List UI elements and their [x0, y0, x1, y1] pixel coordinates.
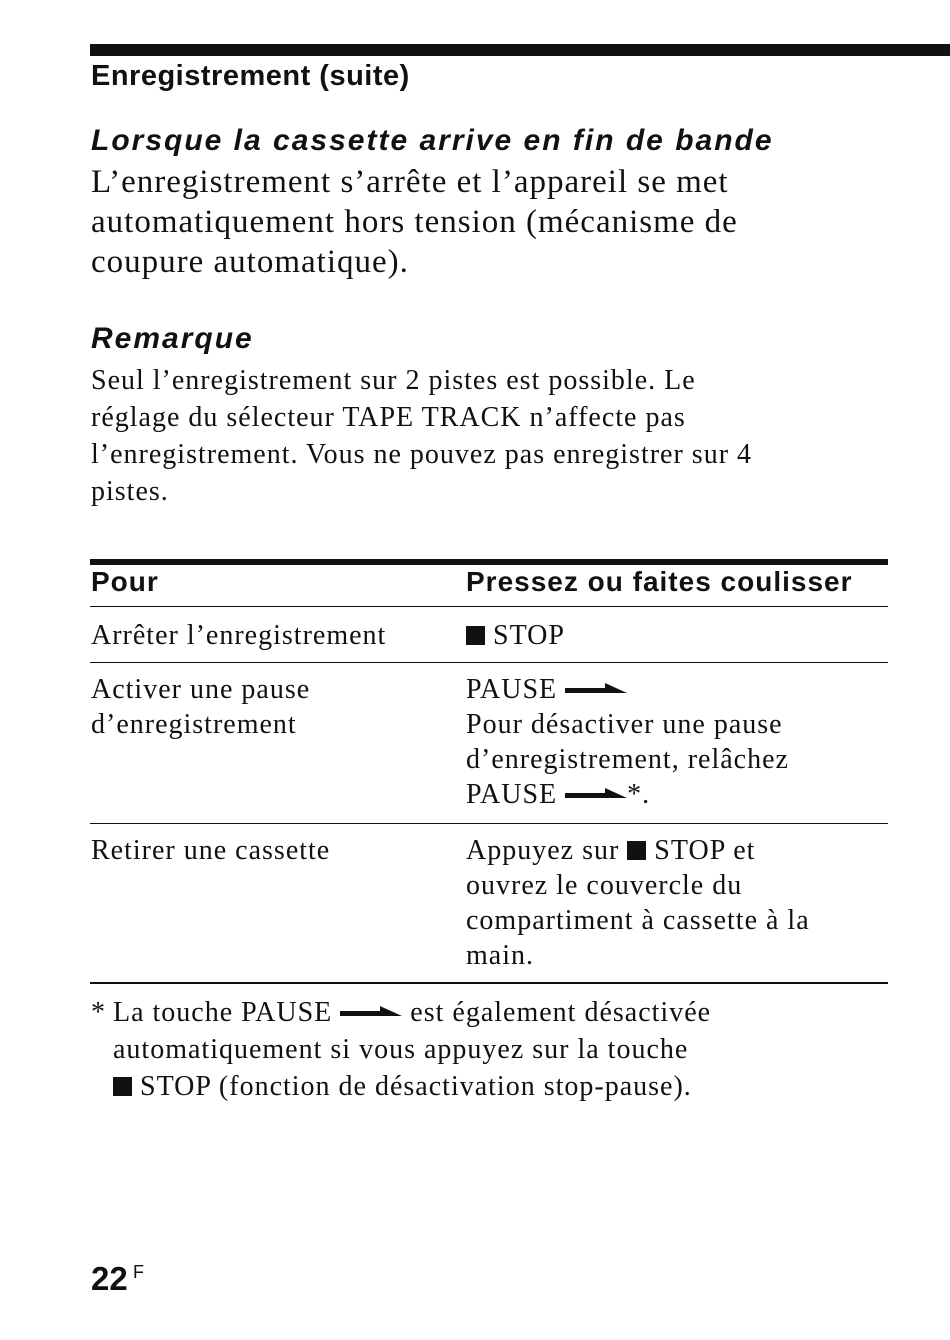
- text-line: automatiquement hors tension (mécanisme de: [91, 204, 738, 240]
- table-header-divider: [90, 606, 888, 607]
- end-of-tape-heading: Lorsque la cassette arrive en fin de bande: [91, 124, 774, 157]
- table-header-action: Pressez ou faites coulisser: [466, 566, 853, 597]
- text-line: L’enregistrement s’arrête et l’appareil se met: [91, 164, 729, 200]
- page-number: 22: [91, 1260, 128, 1297]
- pause-slide-arrow-icon: [565, 788, 627, 802]
- text-fragment: Appuyez sur: [466, 835, 620, 866]
- text-line: Seul l’enregistrement sur 2 pistes est possible. Le: [91, 365, 696, 396]
- pause-slide-arrow-icon: [565, 683, 627, 697]
- text-line: ouvrez le couvercle du: [466, 870, 743, 901]
- note-heading: Remarque: [91, 322, 254, 355]
- table-row-eject-action: [466, 833, 810, 973]
- table-row-pause-action: [466, 672, 789, 812]
- text-line: Arrêter l’enregistrement: [91, 620, 387, 651]
- stop-square-icon: [113, 1077, 132, 1096]
- text-line: main.: [466, 940, 534, 971]
- text-line: coupure automatique).: [91, 244, 409, 280]
- section-title: Enregistrement (suite): [91, 60, 410, 92]
- note-text: [91, 362, 891, 510]
- stop-square-icon: [466, 626, 485, 645]
- page-language-suffix: F: [133, 1262, 144, 1282]
- footnote-ref: *.: [627, 779, 651, 810]
- text-line: réglage du sélecteur TAPE TRACK n’affecte pas: [91, 402, 686, 433]
- text-fragment: La touche PAUSE: [113, 997, 333, 1028]
- text-line: pistes.: [91, 476, 169, 507]
- pause-slide-arrow-icon: [340, 1006, 402, 1020]
- table-row-stop-action: [466, 618, 565, 653]
- text-fragment: STOP et: [654, 835, 756, 866]
- pause-label: PAUSE: [466, 674, 558, 705]
- pause-label: PAUSE: [466, 779, 558, 810]
- table-header-pour: Pour: [91, 566, 159, 597]
- text-line: automatiquement si vous appuyez sur la touche: [113, 1034, 689, 1065]
- stop-square-icon: [627, 841, 646, 860]
- footnote-text: [113, 994, 711, 1105]
- stop-label: STOP: [493, 620, 565, 651]
- table-row-divider: [90, 662, 888, 663]
- text-line: Activer une pause: [91, 674, 311, 705]
- text-fragment: est également désactivée: [410, 997, 712, 1028]
- text-line: Retirer une cassette: [91, 835, 331, 866]
- text-line: compartiment à cassette à la: [466, 905, 810, 936]
- top-rule: [90, 44, 950, 56]
- table-row-divider: [90, 823, 888, 824]
- text-line: Pour désactiver une pause: [466, 709, 783, 740]
- text-line: d’enregistrement, relâchez: [466, 744, 789, 775]
- table-row-stop-purpose: [91, 618, 386, 653]
- table-row-eject-purpose: [91, 833, 330, 868]
- end-of-tape-text: [91, 162, 891, 282]
- table-top-rule: [90, 559, 888, 565]
- text-line: d’enregistrement: [91, 709, 297, 740]
- text-fragment: STOP (fonction de désactivation stop-pause).: [140, 1071, 692, 1102]
- table-row-pause-purpose: [91, 672, 310, 742]
- footnote-marker: *: [91, 997, 106, 1028]
- table-bottom-rule: [90, 982, 888, 984]
- text-line: l’enregistrement. Vous ne pouvez pas enregistrer sur 4: [91, 439, 753, 470]
